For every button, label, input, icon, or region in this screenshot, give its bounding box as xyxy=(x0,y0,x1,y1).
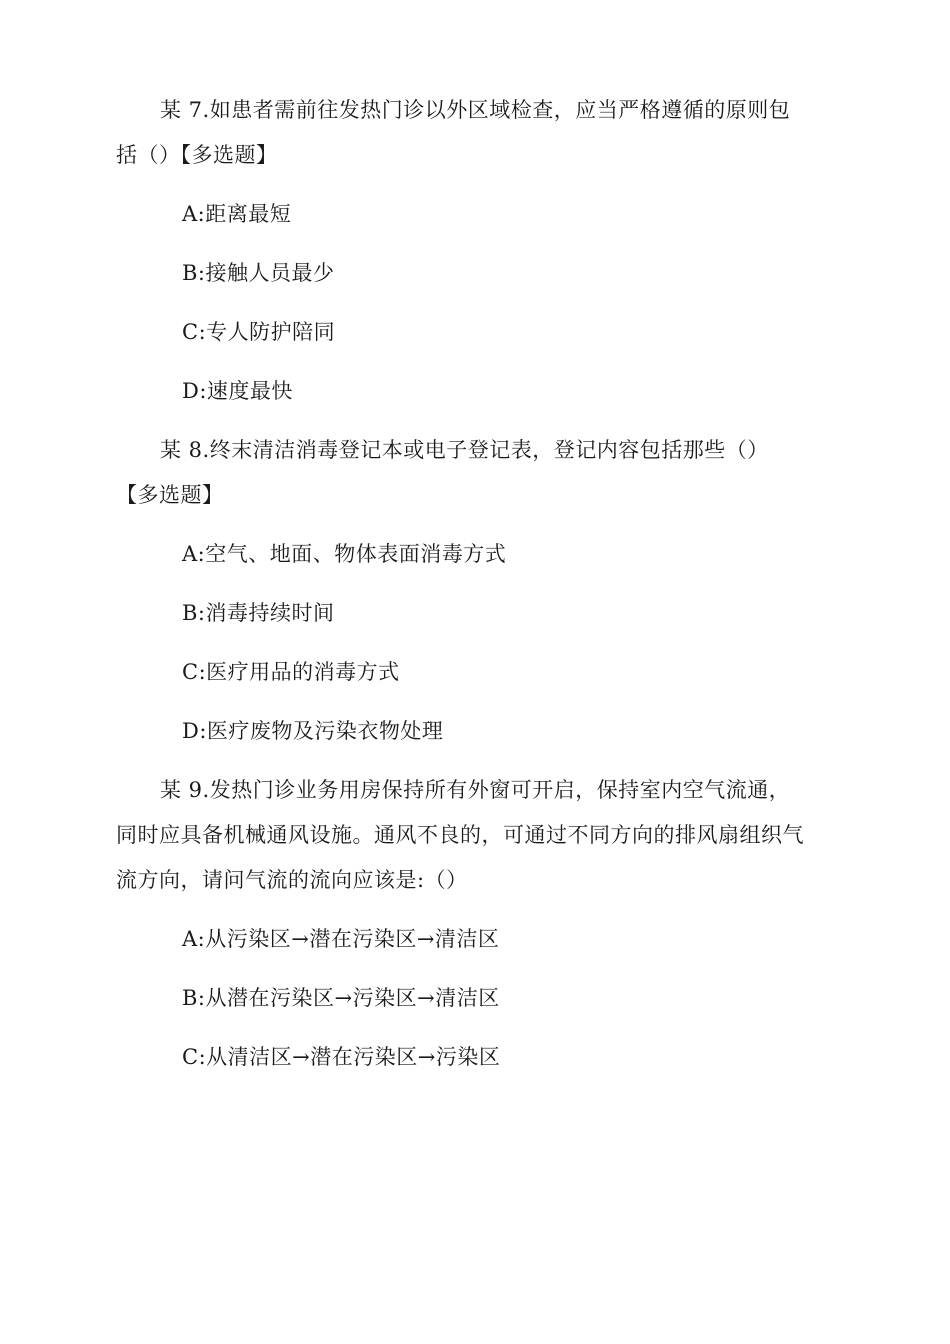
question-8-option-c: C:医疗用品的消毒方式 xyxy=(182,660,400,684)
question-9-line-3: 流方向，请问气流的流向应该是:（） xyxy=(116,868,468,892)
question-8-option-d: D:医疗废物及污染衣物处理 xyxy=(182,719,444,743)
question-8-option-b: B:消毒持续时间 xyxy=(182,601,335,625)
question-9-line-2: 同时应具备机械通风设施。通风不良的，可通过不同方向的排风扇组织气 xyxy=(116,823,804,847)
question-9-option-b: B:从潜在污染区→污染区→清洁区 xyxy=(182,986,500,1010)
question-7-line-1: 某 7.如患者需前往发热门诊以外区域检查，应当严格遵循的原则包 xyxy=(160,98,791,122)
question-7-line-2: 括（）【多选题】 xyxy=(116,143,278,167)
question-8-option-a: A:空气、地面、物体表面消毒方式 xyxy=(182,542,507,566)
question-8-line-1: 某 8.终末清洁消毒登记本或电子登记表，登记内容包括那些（） xyxy=(160,438,769,462)
question-7-option-c: C:专人防护陪同 xyxy=(182,320,336,344)
question-7-option-d: D:速度最快 xyxy=(182,379,293,403)
question-9-line-1: 某 9.发热门诊业务用房保持所有外窗可开启，保持室内空气流通， xyxy=(160,778,791,802)
question-7-option-a: A:距离最短 xyxy=(182,202,292,226)
question-7-option-b: B:接触人员最少 xyxy=(182,261,335,285)
question-9-option-c: C:从清洁区→潜在污染区→污染区 xyxy=(182,1045,501,1069)
question-9-option-a: A:从污染区→潜在污染区→清洁区 xyxy=(182,927,500,951)
question-8-line-2: 【多选题】 xyxy=(116,483,224,507)
